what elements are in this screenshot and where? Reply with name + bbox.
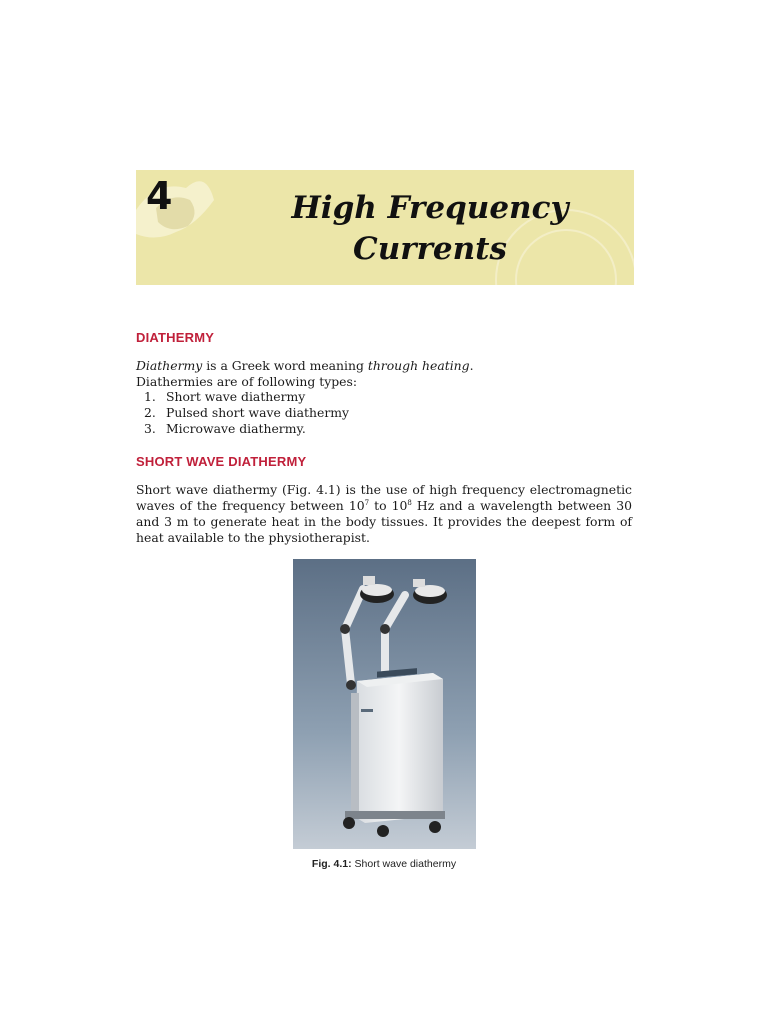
figure-caption-text: Short wave diathermy [351, 858, 457, 870]
diathermy-types-list [136, 389, 349, 437]
section-heading-diathermy: DIATHERMY [136, 330, 215, 345]
definition-mid: is a Greek word meaning [202, 358, 368, 373]
short-wave-paragraph: Short wave diathermy (Fig. 4.1) is the use of high frequency electromagnetic waves of the frequency between $10^7$ to $10^8$ Hz and a wavelength between 30 and 3 m to generate heat in the body tissues. It provides the deepest form of heat available to the physiotherapist. [136, 482, 632, 545]
diathermy-term: Diathermy [136, 358, 203, 373]
short-wave-diathermy-photo [293, 559, 476, 849]
chapter-title [226, 188, 634, 270]
list-item: 1. Short wave diathermy [144, 389, 306, 404]
section-heading-short-wave: SHORT WAVE DIATHERMY [136, 454, 307, 469]
chapter-title-line1: High Frequency [291, 190, 569, 226]
chapter-title-line2: Currents [353, 231, 507, 267]
diathermy-definition [136, 358, 474, 374]
chapter-number: 4 [146, 174, 173, 218]
list-item: 2. Pulsed short wave diathermy [144, 405, 349, 420]
list-item: 3. Microwave diathermy. [144, 421, 306, 436]
definition-end: . [469, 358, 474, 373]
figure-caption [0, 858, 768, 870]
diathermy-meaning: through heating [367, 358, 470, 373]
figure-label: Fig. 4.1: [311, 858, 352, 870]
types-intro: Diathermies are of following types: [136, 374, 358, 389]
chapter-banner [136, 170, 634, 285]
